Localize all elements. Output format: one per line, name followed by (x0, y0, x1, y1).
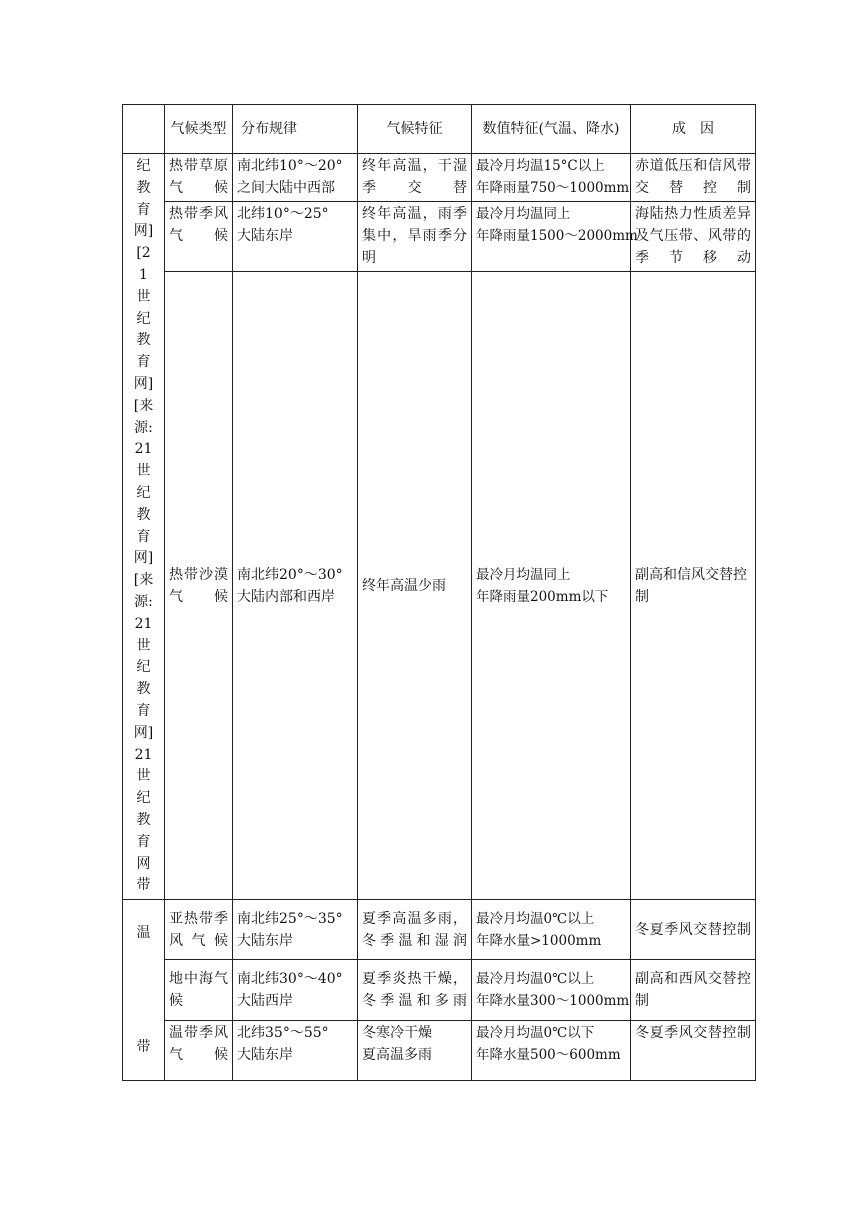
climate-type-cell: 亚热带季风气候 (165, 900, 233, 960)
distribution-cell (233, 900, 358, 960)
distribution-cell (233, 154, 358, 202)
numeric-line: 最冷月均温0℃以上 (476, 971, 595, 988)
cause-cell: 副高和西风交替控制 (631, 960, 756, 1020)
climate-type-cell: 地中海气候 (165, 960, 233, 1020)
numeric-line: 最冷月均温0℃以下 (476, 1024, 595, 1041)
numeric-line: 年降雨量200mm以下 (476, 588, 609, 605)
distribution-line: 大陆内部和西岸 (237, 588, 335, 605)
zone-cell-tropical (123, 154, 165, 900)
features-line: 夏高温多雨 (362, 1046, 432, 1063)
header-cell-numeric: 数值特征(气温、降水) (472, 105, 631, 154)
numeric-line: 年降水量300～1000mm (476, 993, 630, 1010)
numeric-line: 最冷月均温同上 (476, 205, 571, 222)
zone-cell-temperate (123, 900, 165, 1081)
header-row (123, 105, 756, 154)
numeric-line: 年降雨量750～1000mm (476, 180, 630, 196)
zone-label-tropical: 纪教育网][21世纪教育网][来源:21世纪教育网][来源:21世纪教育网]21世纪教育网带 (133, 158, 154, 894)
climate-type-cell: 热带季风气候 (165, 201, 233, 271)
features-cell (358, 1020, 472, 1080)
distribution-line: 南北纬20°～30° (237, 566, 343, 583)
numeric-line: 最冷月均温0℃以上 (476, 910, 595, 927)
distribution-line: 南北纬10°～20° (237, 158, 343, 174)
table-row (123, 1020, 756, 1080)
cause-cell: 冬夏季风交替控制 (631, 1020, 756, 1080)
distribution-cell (233, 960, 358, 1020)
numeric-cell (472, 1020, 631, 1080)
features-cell: 夏季高温多雨，冬季温和湿润 (358, 900, 472, 960)
table-row (123, 900, 756, 960)
distribution-cell (233, 201, 358, 271)
cause-cell: 副高和信风交替控制 (631, 272, 756, 900)
distribution-cell (233, 1020, 358, 1080)
numeric-line: 年降雨量1500～2000mm (476, 227, 638, 244)
header-cell-blank (123, 105, 165, 154)
zone-label-temperate-top: 温 (136, 925, 151, 942)
distribution-line: 南北纬25°～35° (237, 910, 343, 927)
distribution-line: 大陆西岸 (237, 993, 293, 1010)
header-cell-cause: 成 因 (631, 105, 756, 154)
table-row (123, 201, 756, 271)
cause-cell: 赤道低压和信风带交替控制 (631, 154, 756, 202)
numeric-cell (472, 201, 638, 271)
distribution-line: 大陆东岸 (237, 1046, 293, 1063)
climate-type-cell: 温带季风气候 (165, 1020, 233, 1080)
distribution-line: 南北纬30°～40° (237, 971, 343, 988)
numeric-cell (472, 960, 631, 1020)
table-row (123, 960, 756, 1020)
cause-cell: 冬夏季风交替控制 (631, 900, 756, 960)
header-cell-climate-type: 气候类型 (165, 105, 233, 154)
numeric-line: 年降水量500～600mm (476, 1046, 621, 1063)
distribution-line: 之间大陆中西部 (237, 180, 335, 196)
distribution-cell (233, 272, 358, 900)
numeric-line: 最冷月均温同上 (476, 566, 571, 583)
header-cell-distribution: 分布规律 (233, 105, 358, 154)
features-cell: 夏季炎热干燥，冬季温和多雨 (358, 960, 472, 1020)
features-cell: 终年高温，雨季集中，旱雨季分明 (358, 201, 472, 271)
numeric-cell (472, 900, 631, 960)
numeric-line: 年降水量>1000mm (476, 932, 602, 949)
features-line: 冬寒冷干燥 (362, 1024, 432, 1041)
distribution-line: 北纬10°～25° (237, 205, 329, 222)
zone-label-temperate-bottom: 带 (136, 1039, 151, 1056)
climate-type-cell: 热带沙漠气候 (165, 272, 233, 900)
table-row (123, 272, 756, 900)
climate-type-cell: 热带草原气候 (165, 154, 233, 202)
features-cell: 终年高温少雨 (358, 272, 472, 900)
numeric-cell (472, 272, 631, 900)
numeric-line: 最冷月均温15°C以上 (476, 158, 605, 174)
header-cell-features: 气候特征 (358, 105, 472, 154)
features-cell: 终年高温，干湿季交替 (358, 154, 472, 202)
distribution-line: 北纬35°～55° (237, 1024, 329, 1041)
distribution-line: 大陆东岸 (237, 227, 293, 244)
cause-cell: 海陆热力性质差异及气压带、风带的季节移动 (631, 201, 756, 271)
numeric-cell (472, 154, 631, 202)
climate-table (122, 104, 756, 1081)
table-row (123, 154, 756, 202)
distribution-line: 大陆东岸 (237, 932, 293, 949)
